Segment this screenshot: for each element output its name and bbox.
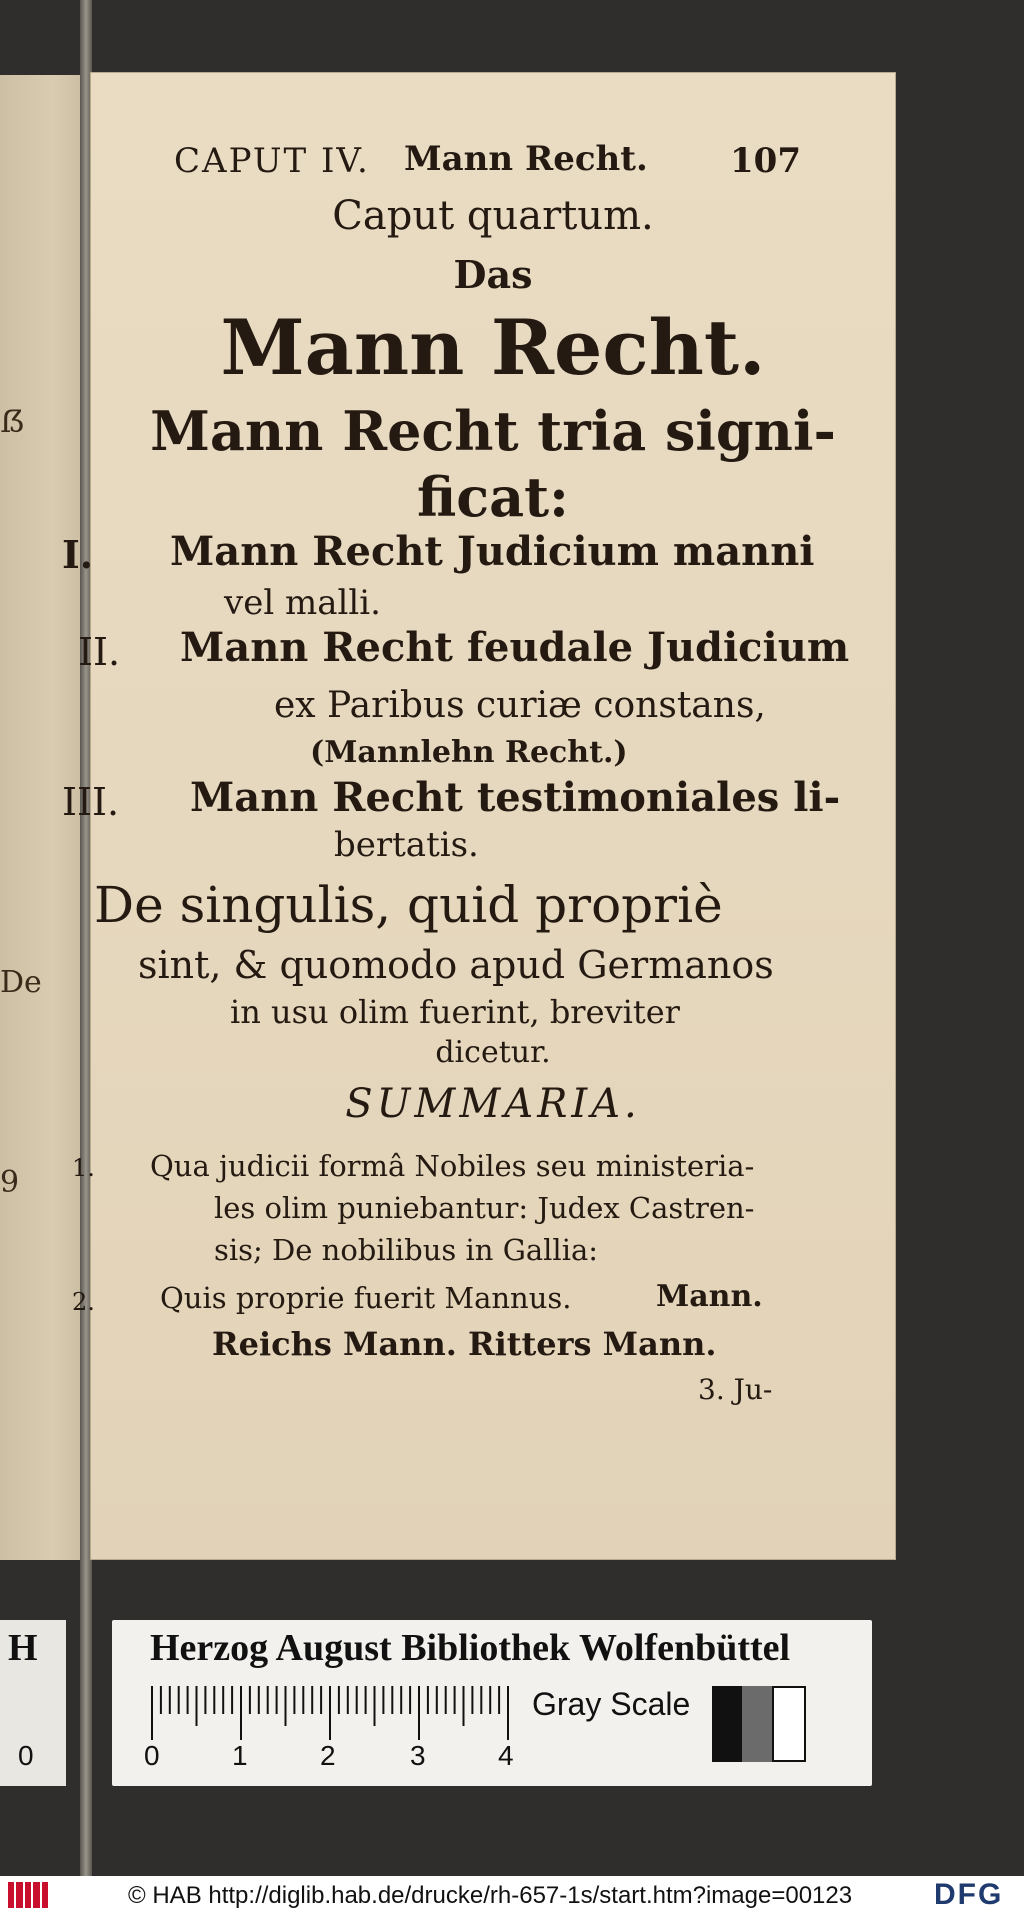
summary-1-line-3: sis; De nobilibus in Gallia:	[214, 1233, 599, 1267]
card-title: Herzog August Bibliothek Wolfenbüttel	[150, 1627, 791, 1669]
summary-1-number: 1.	[72, 1154, 95, 1182]
summary-1-line-1: Qua judicii formâ Nobiles seu ministeria-	[150, 1149, 755, 1183]
ruler-number-0: 0	[144, 1740, 160, 1771]
color-card-fragment	[0, 1620, 66, 1786]
running-head-left: CAPUT IV.	[174, 141, 370, 181]
item-1-line-2: vel malli.	[224, 583, 381, 623]
summary-2-number: 2.	[72, 1288, 95, 1316]
ruler-number-4: 4	[498, 1740, 514, 1771]
book-page	[62, 72, 896, 1560]
item-3-line-1: Mann Recht testimoniales li-	[190, 774, 841, 821]
swatch-black	[712, 1686, 742, 1762]
copyright-link[interactable]: © HAB http://diglib.hab.de/drucke/rh-657-1s/start.htm?image=00123	[128, 1882, 853, 1909]
summary-1-line-2: les olim puniebantur: Judex Castren-	[214, 1191, 755, 1225]
left-page-edge: ẞ De 9	[0, 75, 88, 1560]
de-singulis-line-2: sint, & quomodo apud Germanos	[138, 943, 774, 987]
intro-line-2: ficat:	[416, 465, 569, 529]
ruler-number-1: 1	[232, 1740, 248, 1771]
summary-2-line-1-end: Mann.	[656, 1279, 763, 1314]
dfg-logo: DFG	[934, 1878, 1004, 1911]
catchword: 3. Ju-	[698, 1373, 773, 1406]
swatch-gray	[742, 1686, 772, 1762]
ruler-number-3: 3	[410, 1740, 426, 1771]
summaria-heading: SUMMARIA.	[345, 1081, 641, 1127]
item-3-line-2: bertatis.	[334, 825, 479, 865]
page-number: 107	[730, 141, 801, 181]
item-2-line-1: Mann Recht feudale Judicium	[180, 624, 850, 671]
running-head-title: Mann Recht.	[404, 139, 648, 179]
swatch-white	[772, 1686, 806, 1762]
summary-2-line-1: Quis proprie fuerit Mannus.	[160, 1281, 572, 1315]
de-singulis-line-3: in usu olim fuerint, breviter	[230, 993, 680, 1031]
item-1-line-1: Mann Recht Judicium manni	[170, 528, 815, 575]
item-number-3: III.	[62, 780, 120, 824]
card-fragment-number: 0	[18, 1740, 34, 1771]
gray-swatches	[712, 1686, 806, 1762]
hab-logo	[8, 1882, 48, 1908]
item-number-2: II.	[78, 630, 121, 674]
das-label: Das	[453, 252, 533, 297]
item-2-line-3: (Mannlehn Recht.)	[310, 735, 628, 770]
summary-2-line-2: Reichs Mann. Ritters Mann.	[212, 1325, 717, 1363]
item-2-line-2: ex Paribus curiæ constans,	[274, 685, 766, 726]
item-number-1: I.	[62, 532, 94, 577]
main-title: Mann Recht.	[220, 303, 766, 392]
intro-line-1: Mann Recht tria signi-	[150, 399, 836, 463]
ruler-number-2: 2	[320, 1740, 336, 1771]
caption-title: Caput quartum.	[332, 193, 654, 239]
de-singulis-line-4: dicetur.	[435, 1035, 551, 1070]
card-fragment-letter: H	[8, 1627, 38, 1669]
gray-scale-label: Gray Scale	[532, 1686, 691, 1722]
de-singulis-line-1: De singulis, quid propriè	[94, 876, 723, 934]
